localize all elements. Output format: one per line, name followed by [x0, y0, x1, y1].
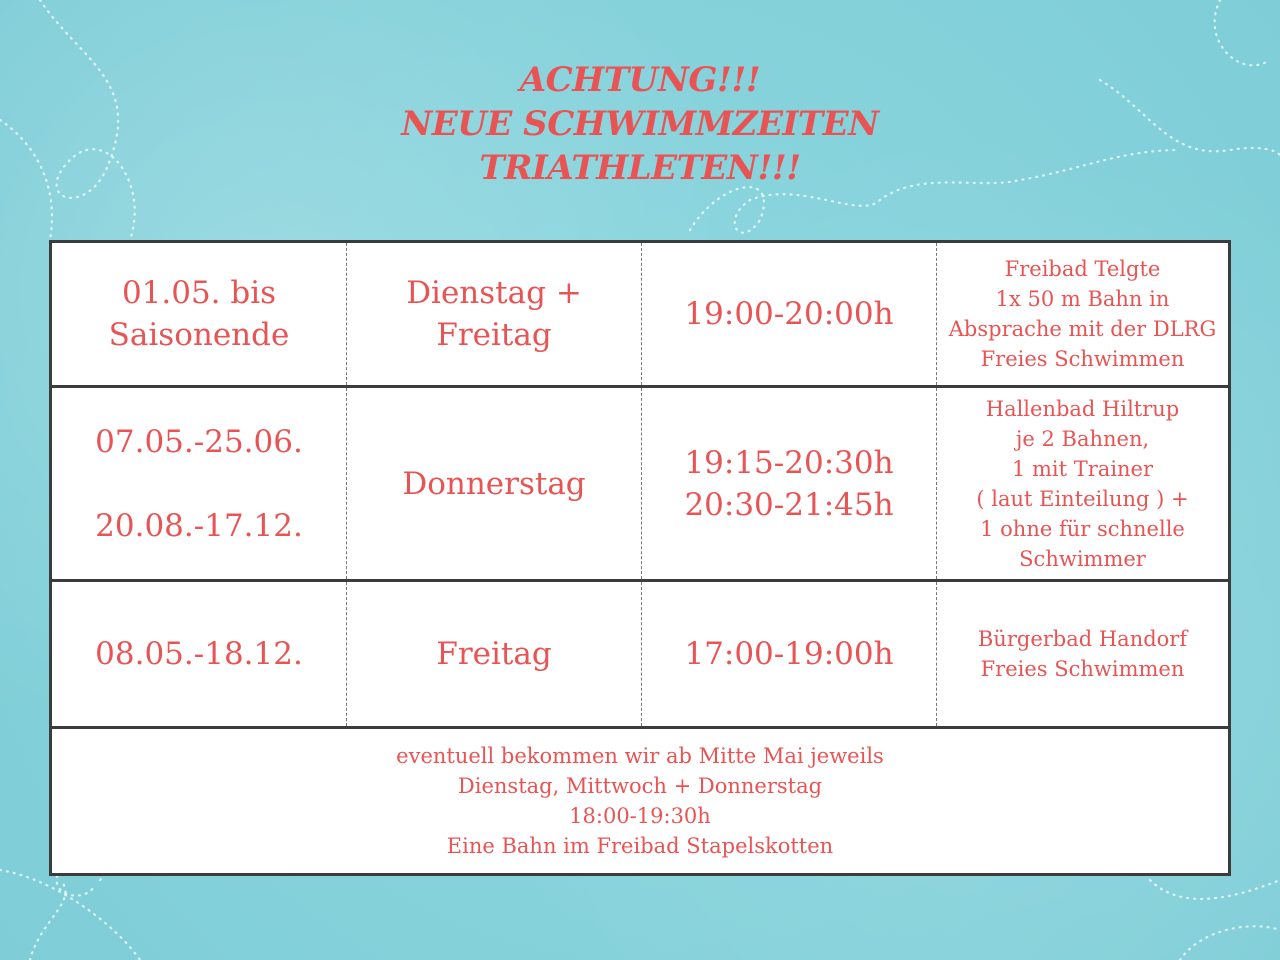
location-line: Hallenbad Hiltrup	[985, 396, 1180, 421]
location-line: 1 mit Trainer	[1011, 456, 1154, 481]
schedule-table	[49, 240, 1231, 876]
days-line: Freitag	[436, 636, 552, 672]
page-title	[0, 58, 1280, 190]
table-row	[52, 388, 1228, 582]
location-line: ( laut Einteilung ) +	[976, 486, 1189, 511]
days-line: Freitag	[436, 317, 552, 353]
table-row	[52, 243, 1228, 388]
location-line: je 2 Bahnen,	[1015, 426, 1150, 451]
location-line: Schwimmer	[1019, 546, 1146, 571]
location-line: Freies Schwimmen	[980, 347, 1185, 371]
footer-row	[52, 729, 1228, 873]
table-row	[52, 582, 1228, 729]
days-cell	[347, 582, 642, 726]
footer-line: Eine Bahn im Freibad Stapelskotten	[446, 834, 834, 858]
days-line: Donnerstag	[402, 465, 586, 502]
times-line: 19:00-20:00h	[684, 296, 894, 332]
title-line-3: TRIATHLETEN!!!	[479, 148, 801, 188]
title-line-1: ACHTUNG!!!	[519, 60, 761, 100]
title-line-2: NEUE SCHWIMMZEITEN	[401, 104, 879, 144]
times-cell	[642, 243, 937, 385]
location-cell	[937, 582, 1228, 726]
times-cell	[642, 388, 937, 579]
location-line: 1 ohne für schnelle	[980, 516, 1185, 541]
location-cell	[937, 243, 1228, 385]
dates-line: Saisonende	[108, 317, 290, 353]
location-line: Freibad Telgte	[1004, 257, 1161, 281]
dates-cell	[52, 243, 347, 385]
footer-line: Dienstag, Mittwoch + Donnerstag	[457, 774, 823, 798]
times-cell	[642, 582, 937, 726]
dates-line: 20.08.-17.12.	[95, 507, 303, 544]
times-line: 19:15-20:30h	[684, 444, 894, 481]
footer-cell	[52, 729, 1228, 873]
footer-line: 18:00-19:30h	[569, 804, 711, 828]
location-line: Bürgerbad Handorf	[977, 627, 1188, 651]
dates-cell	[52, 388, 347, 579]
location-line: Freies Schwimmen	[980, 657, 1185, 681]
location-line: 1x 50 m Bahn in	[995, 287, 1170, 311]
dates-cell	[52, 582, 347, 726]
dates-line: 01.05. bis	[121, 275, 277, 311]
footer-line: eventuell bekommen wir ab Mitte Mai jeweils	[396, 744, 884, 768]
days-cell	[347, 243, 642, 385]
dates-line: 07.05.-25.06.	[95, 423, 303, 460]
times-line: 17:00-19:00h	[684, 636, 894, 672]
times-line: 20:30-21:45h	[684, 486, 894, 523]
location-line: Absprache mit der DLRG	[948, 317, 1217, 341]
location-cell	[937, 388, 1228, 579]
days-cell	[347, 388, 642, 579]
days-line: Dienstag +	[406, 275, 582, 311]
dates-line: 08.05.-18.12.	[95, 636, 303, 672]
